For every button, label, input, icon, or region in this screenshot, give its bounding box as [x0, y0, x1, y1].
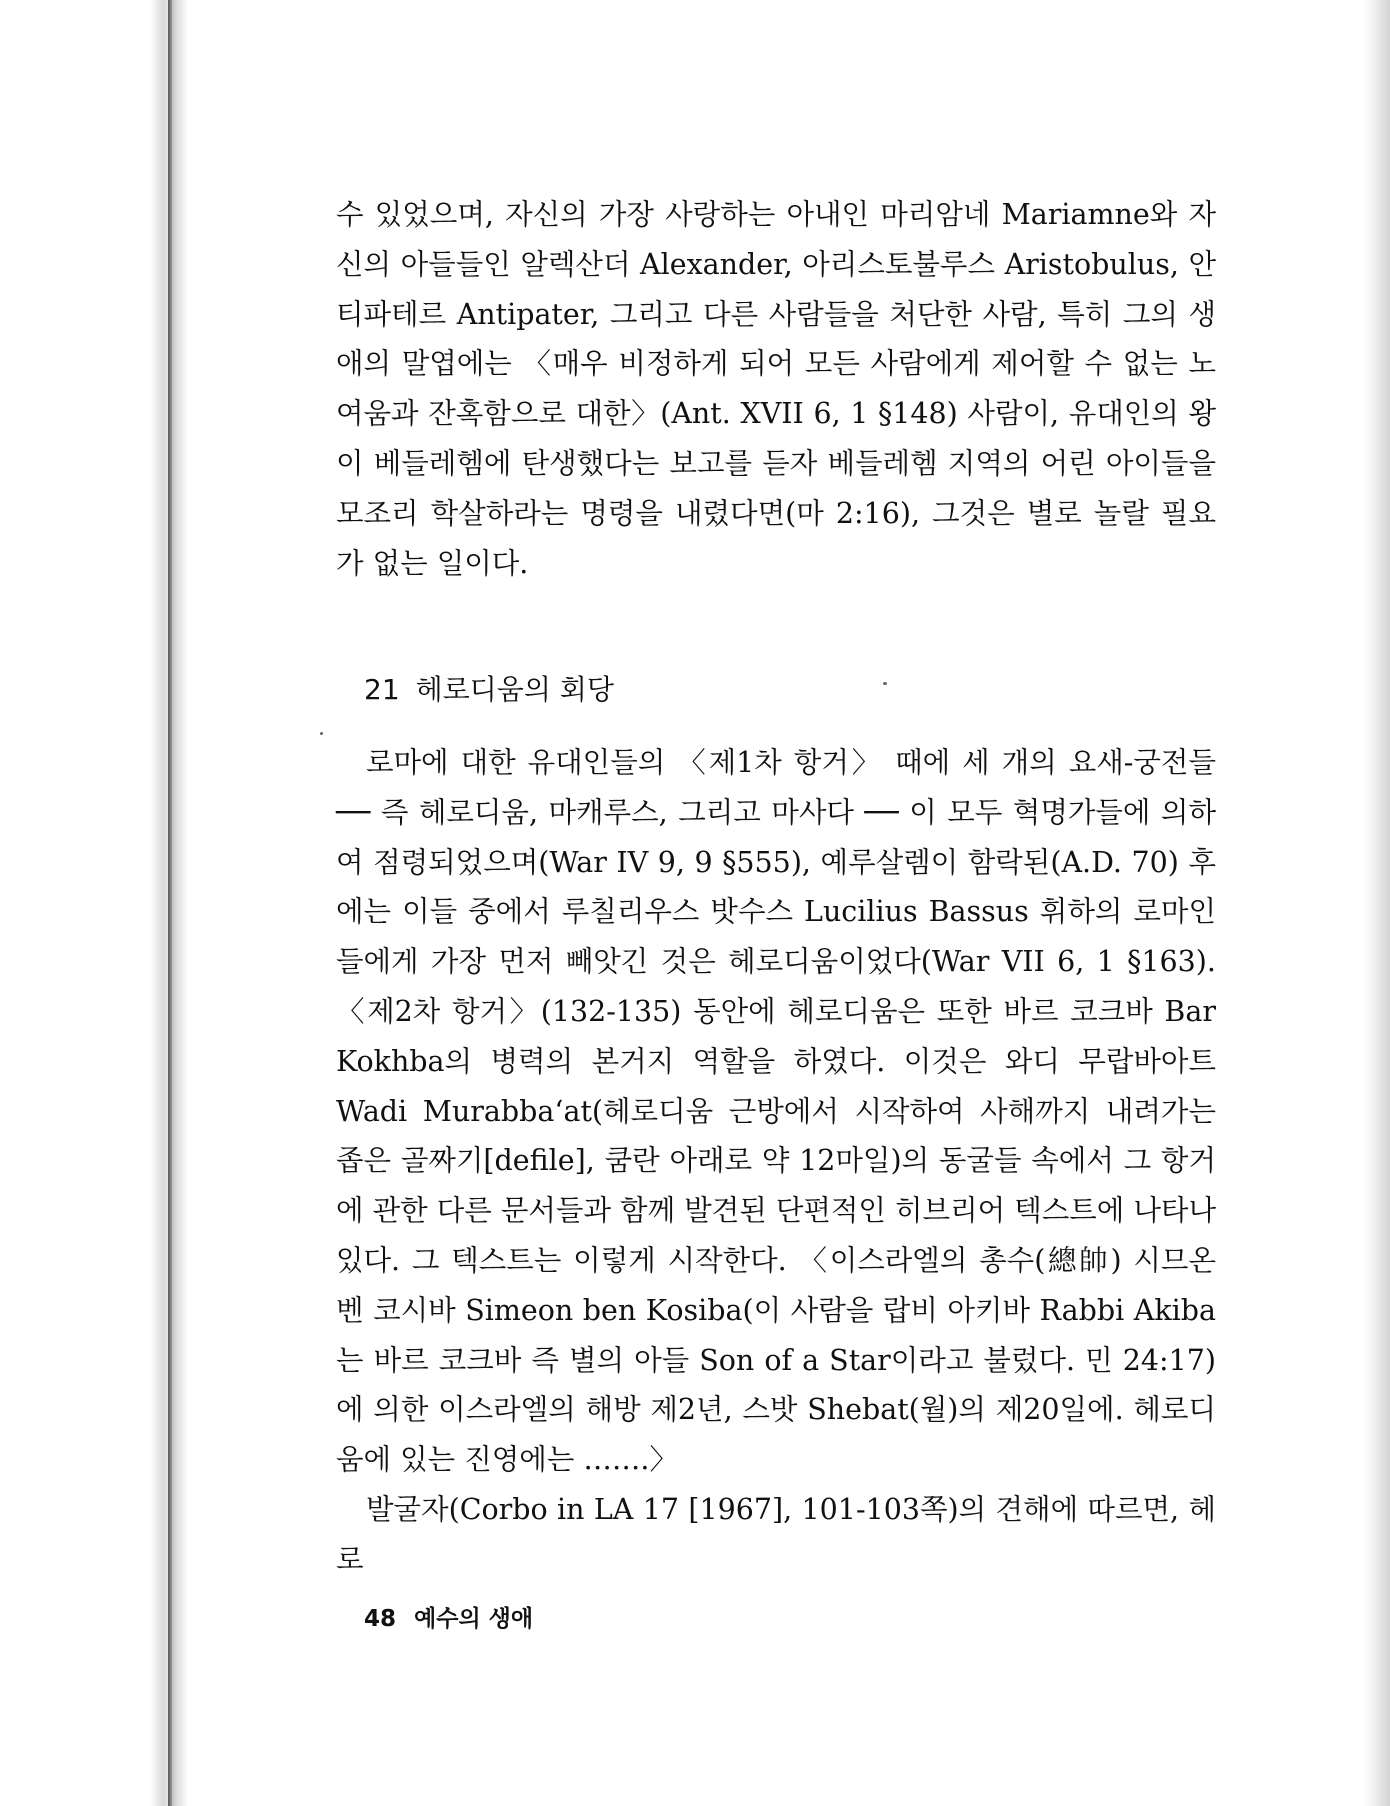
section-title: 헤로디움의 회당: [415, 673, 614, 706]
page-right-shadow: [1362, 0, 1390, 1806]
paragraph-2: 로마에 대한 유대인들의 〈제1차 항거〉 때에 세 개의 요새-궁전들 ── 즉 헤로디움, 마캐루스, 그리고 마사다 ── 이 모두 혁명가들에 의하여 점령되었으며(War IV 9, 9 §555), 예루살렘이 함락된(A.D. 70) 후에는 이들 중에서 루칠리우스 밧수스 Lucilius Bassus 휘하의 로마인들에게 가장 먼저 빼앗긴 것은 헤로디움이었다(War VII 6, 1 §163). 〈제2차 항거〉(132-135) 동안에 헤로디움은 또한 바르 코크바 Bar Kokhba의 병력의 본거지 역할을 하였다. 이것은 와디 무랍바아트 Wadi Murabba‘at(헤로디움 근방에서 시작하여 사해까지 내려가는 좁은 골짜기[defile], 쿰란 아래로 약 12마일)의 동굴들 속에서 그 항거에 관한 다른 문서들과 함께 발견된 단편적인 히브리어 텍스트에 나타나 있다. 그 텍스트는 이렇게 시작한다. 〈이스라엘의 총수(總帥) 시므온 벤 코시바 Simeon ben Kosiba(이 사람을 랍비 아키바 Rabbi Akiba는 바르 코크바 즉 별의 아들 Son of a Star이라고 불렀다. 민 24:17)에 의한 이스라엘의 해방 제2년, 스밧 Shebat(월)의 제20일에. 헤로디움에 있는 진영에는 …….〉: [336, 746, 1216, 1477]
section-number: 21: [364, 673, 400, 706]
running-title: 예수의 생애: [414, 1606, 534, 1632]
page-number: 48: [364, 1606, 397, 1632]
scan-speck: [883, 682, 887, 685]
paragraph-1: 수 있었으며, 자신의 가장 사랑하는 아내인 마리암네 Mariamne와 자신의 아들들인 알렉산더 Alexander, 아리스토불루스 Aristobulus, 안티파테르 Antipater, 그리고 다른 사람들을 처단한 사람, 특히 그의 생애의 말엽에는 〈매우 비정하게 되어 모든 사람에게 제어할 수 없는 노여움과 잔혹함으로 대한〉(Ant. XVII 6, 1 §148) 사람이, 유대인의 왕이 베들레헴에 탄생했다는 보고를 듣자 베들레헴 지역의 어린 아이들을 모조리 학살하라는 명령을 내렸다면(마 2:16), 그것은 별로 놀랄 필요가 없는 일이다.: [336, 198, 1216, 580]
text-block-section: [336, 738, 1216, 1585]
section-heading: [364, 668, 614, 708]
scan-speck: [320, 732, 323, 735]
page-gutter-shadow: [172, 0, 188, 1806]
paragraph-3: 발굴자(Corbo in LA 17 [1967], 101-103쪽)의 견해에 따르면, 헤로: [336, 1492, 1216, 1576]
text-block-top: [336, 190, 1216, 588]
book-page: [188, 0, 1362, 1806]
page-footer: [364, 1600, 533, 1633]
